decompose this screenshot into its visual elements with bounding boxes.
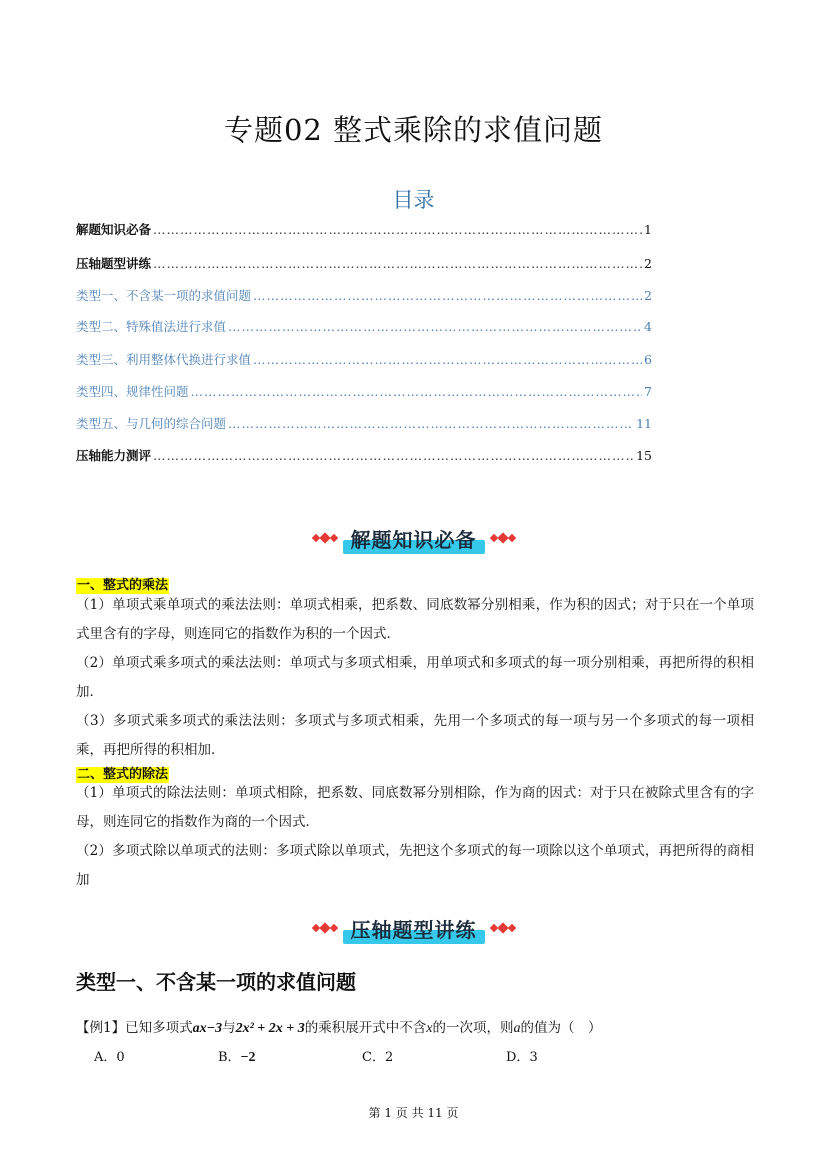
toc-leader-dots <box>228 319 642 334</box>
toc-entry[interactable] <box>76 414 652 432</box>
toc-entry[interactable] <box>76 350 652 368</box>
toc-entry-page: 2 <box>644 256 652 271</box>
diamond-decoration <box>491 924 515 932</box>
toc-entry-label: 类型一、不含某一项的求值问题 <box>76 288 252 303</box>
page-title: 专题02 整式乘除的求值问题 <box>223 113 604 147</box>
banner-label: 解题知识必备 <box>343 522 485 555</box>
toc-entry-page: 1 <box>644 222 652 237</box>
section-heading: 二、整式的除法 <box>77 767 169 782</box>
toc-leader-dots <box>191 384 643 399</box>
toc-leader-dots <box>153 448 634 463</box>
section-banner <box>0 521 827 555</box>
toc-entry-label: 解题知识必备 <box>76 222 152 237</box>
toc-entry[interactable] <box>76 446 652 464</box>
toc-entry-label: 压轴题型讲练 <box>76 256 152 271</box>
toc-leader-dots <box>228 416 634 431</box>
toc-entry-label: 类型二、特殊值法进行求值 <box>76 319 227 334</box>
toc-leader-dots <box>153 222 642 237</box>
type-heading: 类型一、不含某一项的求值问题 <box>76 970 356 994</box>
math-expression: 2x² + 2x + 3 <box>235 1021 305 1036</box>
section-banner <box>0 911 827 945</box>
toc-entry-page: 2 <box>644 288 652 303</box>
page-footer: 第 1 页 共 11 页 <box>368 1106 459 1120</box>
diamond-decoration <box>313 534 337 542</box>
paragraph: （2）多项式除以单项式的法则：多项式除以单项式，先把这个多项式的每一项除以这个单项式，再把所得的商相加 <box>76 843 754 888</box>
toc-entry[interactable] <box>76 286 652 304</box>
option-a[interactable]: A．0 <box>94 1050 125 1065</box>
section-heading: 一、整式的乘法 <box>77 578 169 593</box>
paragraph: （2）单项式乘多项式的乘法法则：单项式与多项式相乘，用单项式和多项式的每一项分别相乘，再把所得的积相加． <box>76 655 754 700</box>
toc-leader-dots <box>153 256 642 271</box>
toc-entry-page: 4 <box>644 319 652 334</box>
toc-entry[interactable] <box>76 317 652 335</box>
option-b[interactable]: B．−2 <box>218 1050 256 1065</box>
math-expression: ax−3 <box>192 1021 223 1036</box>
toc-entry-page: 15 <box>636 448 652 463</box>
math-variable: a <box>513 1021 521 1036</box>
diamond-decoration <box>491 534 515 542</box>
toc-entry[interactable] <box>76 382 652 400</box>
toc-entry-label: 类型四、规律性问题 <box>76 384 189 399</box>
toc-entry-page: 6 <box>644 352 652 367</box>
paragraph: （1）单项式乘单项式的乘法法则：单项式相乘，把系数、同底数幂分别相乘，作为积的因式；对于只在一个单项式里含有的字母，则连同它的指数作为积的一个因式． <box>76 597 754 642</box>
toc-entry-page: 11 <box>636 416 652 431</box>
toc-entry-label: 压轴能力测评 <box>76 448 152 463</box>
option-d[interactable]: D．3 <box>506 1050 538 1065</box>
toc-entry-page: 7 <box>644 384 652 399</box>
toc-entry-label: 类型三、利用整体代换进行求值 <box>76 352 252 367</box>
diamond-decoration <box>313 924 337 932</box>
option-c[interactable]: C．2 <box>362 1050 394 1065</box>
example-tag: 【例1】 <box>76 1020 126 1036</box>
toc-entry[interactable] <box>76 220 652 238</box>
math-variable: x <box>426 1021 433 1036</box>
toc-heading: 目录 <box>392 188 435 212</box>
example-question: 【例1】已知多项式ax−3与2x² + 2x + 3的乘积展开式中不含x的一次项，则a的值为（ ） <box>76 1020 602 1036</box>
toc-entry-label: 类型五、与几何的综合问题 <box>76 416 227 431</box>
toc-leader-dots <box>253 352 642 367</box>
toc-entry[interactable] <box>76 254 652 272</box>
toc-leader-dots <box>253 288 642 303</box>
paragraph: （3）多项式乘多项式的乘法法则：多项式与多项式相乘，先用一个多项式的每一项与另一个多项式的每一项相乘，再把所得的积相加． <box>76 713 754 758</box>
banner-label: 压轴题型讲练 <box>343 912 485 945</box>
paragraph: （1）单项式的除法法则：单项式相除，把系数、同底数幂分别相除，作为商的因式：对于只在被除式里含有的字母，则连同它的指数作为商的一个因式． <box>76 785 754 830</box>
